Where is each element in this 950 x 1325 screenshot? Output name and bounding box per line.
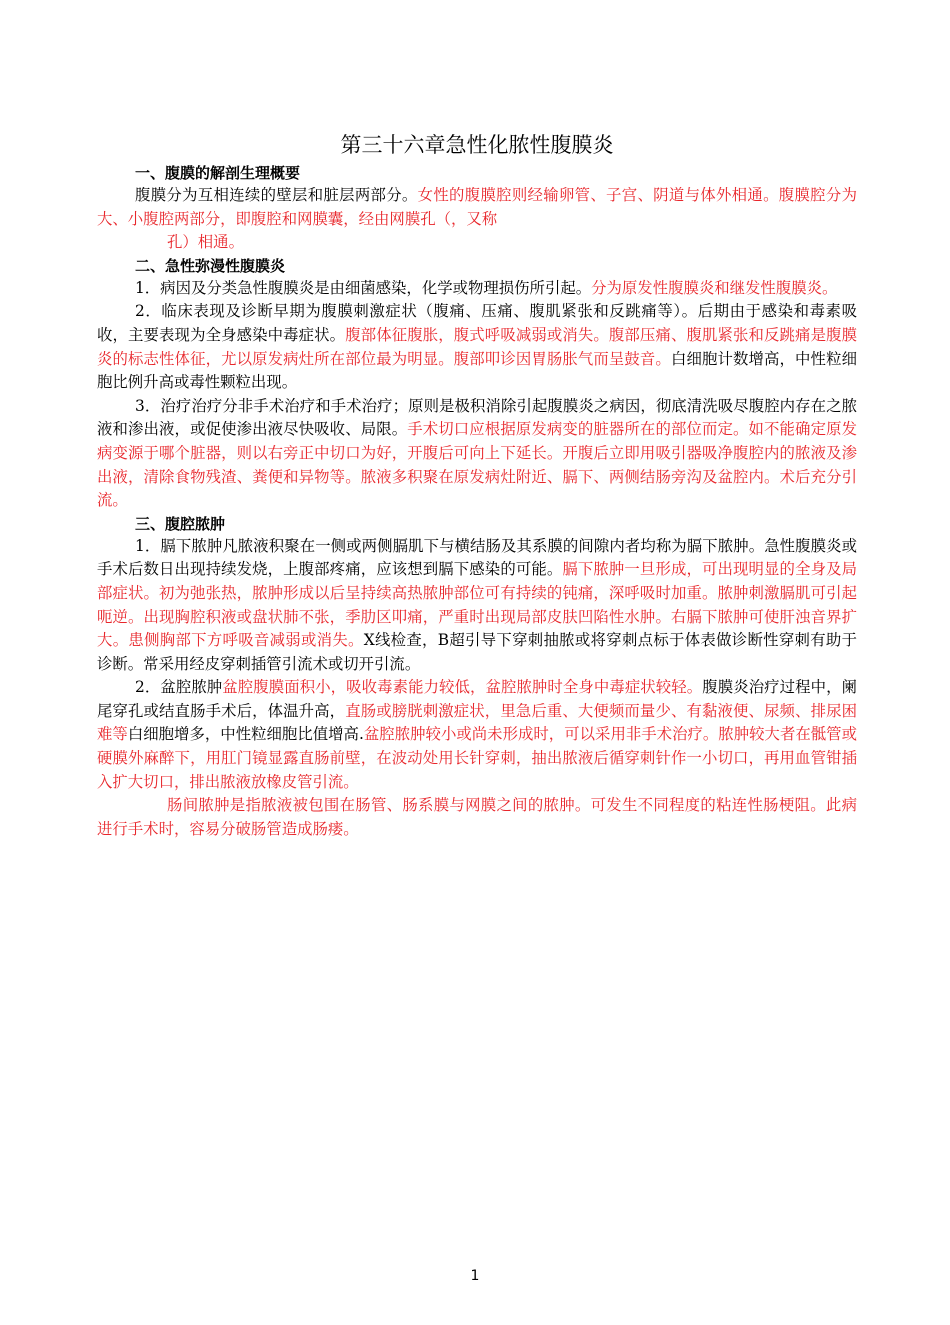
paragraph-clinical-manifestation (97, 300, 857, 394)
highlighted-text-run: 孔）相通。 (167, 233, 244, 252)
section-heading-diffuse-peritonitis: 二、急性弥漫性腹膜炎 (135, 256, 286, 275)
text-run: 2．临床表现及诊断早期为腹膜刺激症状（腹痛、压痛、腹肌紧张和反跳痛等）。后期由于感染和毒素吸收，主要表现为全身感染中毒症状。 (97, 302, 857, 344)
text-run: 白细胞增多，中性粒细胞比值增高. (127, 725, 364, 744)
document-page (97, 130, 857, 841)
text-run: 白细胞计数增高，中性粒细胞比例升高或毒性颗粒出现。 (97, 349, 857, 392)
text-run: 3．治疗治疗分非手术治疗和手术治疗；原则是极积消除引起腹膜炎之病因，彻底清洗吸尽腹腔内存在之脓液和渗出液，或促使渗出液尽快吸收、局限。 (97, 396, 857, 439)
highlighted-text-run: 手术切口应根据原发病变的脏器所在的部位而定。如不能确定原发病变源于哪个脏器，则以右旁正中切口为好，开腹后可向上下延长。开腹后立即用吸引器吸净腹腔内的脓液及渗出液，清除食物残渣、粪便和异物等。脓液多积聚在原发病灶附近、膈下、两侧结肠旁沟及盆腔内。术后充分引流。 (97, 420, 857, 510)
paragraph-etiology (97, 277, 857, 301)
text-run: 1．膈下脓肿凡脓液积聚在一侧或两侧膈肌下与横结肠及其系膜的间隙内者均称为膈下脓肿。急性腹膜炎或手术后数日出现持续发烧，上腹部疼痛，应该想到膈下感染的可能。 (97, 536, 857, 579)
section-heading-anatomy: 一、腹膜的解剖生理概要 (135, 164, 301, 182)
highlighted-text-run: 腹部体征腹胀，腹式呼吸减弱或消失。腹部压痛、腹肌紧张和反跳痛是腹膜炎的标志性体征，尤以原发病灶所在部位最为明显。腹部叩诊因胃肠胀气而呈鼓音。 (97, 325, 857, 368)
page-title: 第三十六章急性化脓性腹膜炎 (340, 133, 614, 157)
highlighted-text-run: 分为原发性腹膜炎和继发性腹膜炎。 (591, 278, 838, 297)
highlighted-text-run: 膈下脓肿一旦形成，可出现明显的全身及局部症状。初为弛张热，脓肿形成以后呈持续高热脓肿部位可有持续的钝痛，深呼吸时加重。脓肿刺激膈肌可引起呃逆。出现胸腔积液或盘状肺不张，季肋区叩痛，严重时出现局部皮肤凹陷性水肿。右膈下脓肿可使肝浊音界扩大。患侧胸部下方呼吸音减弱或消失。 (97, 560, 857, 650)
page-number: 1 (470, 1268, 480, 1284)
paragraph-pelvic-abscess (97, 676, 857, 794)
text-run: 腹膜分为互相连续的壁层和脏层两部分。 (135, 186, 418, 204)
text-run: 2．盆腔脓肿 (135, 678, 223, 697)
paragraph-anatomy (97, 184, 857, 255)
highlighted-text-run: 女性的腹膜腔则经输卵管、子宫、阴道与体外相通。腹膜腔分为大、小腹腔两部分，即腹腔和网膜囊，经由网膜孔（，又称 (97, 186, 857, 228)
paragraph-treatment (97, 395, 857, 513)
text-run: 腹膜炎治疗过程中，阑尾穿孔或结直肠手术后，体温升高， (97, 678, 857, 720)
section-heading-abdominal-abscess: 三、腹腔脓肿 (135, 514, 226, 533)
highlighted-text-run: 直肠或膀胱刺激症状，里急后重、大便频而量少、有黏液便、尿频、排尿困难等 (97, 701, 857, 744)
highlighted-text-run: 肠间脓肿是指脓液被包围在肠管、肠系膜与网膜之间的脓肿。可发生不同程度的粘连性肠梗阻。此病进行手术时，容易分破肠管造成肠瘘。 (97, 796, 857, 838)
highlighted-text-run: 盆腔脓肿较小或尚未形成时，可以采用非手术治疗。脓肿较大者在骶管或硬膜外麻醉下，用肛门镜显露直肠前壁，在波动处用长针穿刺，抽出脓液后循穿刺针作一小切口，再用血管钳插入扩大切口，排出脓液放橡皮管引流。 (97, 725, 857, 791)
text-run: 1．病因及分类急性腹膜炎是由细菌感染，化学或物理损伤所引起。 (135, 278, 592, 297)
paragraph-interloop-abscess (97, 794, 857, 841)
highlighted-text-run: 盆腔腹膜面积小，吸收毒素能力较低，盆腔脓肿时全身中毒症状较轻。 (222, 678, 703, 697)
text-run: X线检查，B超引导下穿刺抽脓或将穿刺点标于体表做诊断性穿刺有助于诊断。常采用经皮穿刺插管引流术或切开引流。 (97, 631, 857, 673)
paragraph-subphrenic-abscess (97, 535, 857, 677)
